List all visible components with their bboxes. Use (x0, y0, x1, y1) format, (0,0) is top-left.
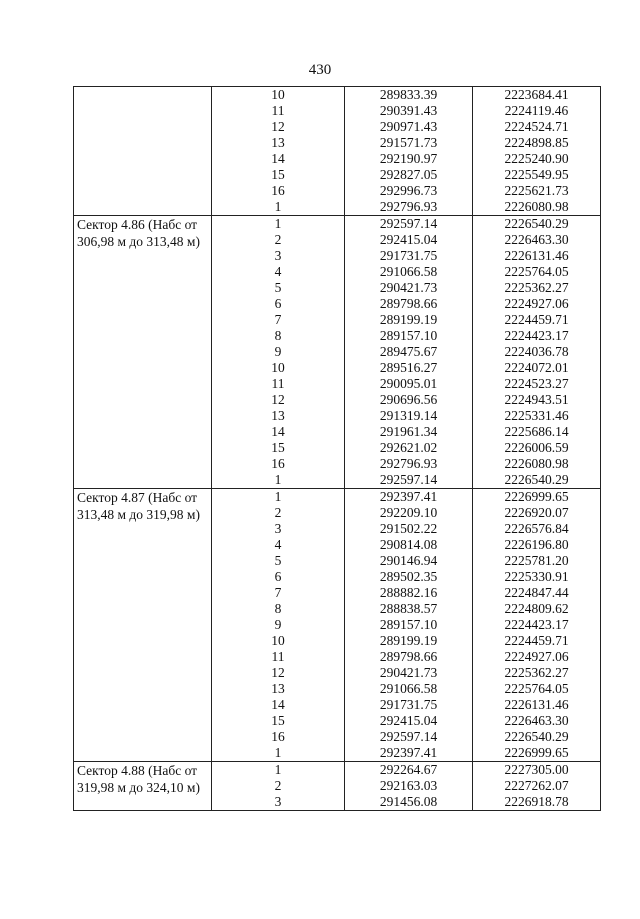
y-coordinate: 2225331.46 (473, 408, 601, 424)
y-coordinate: 2226999.65 (473, 489, 601, 506)
point-number: 9 (212, 617, 345, 633)
y-coordinate: 2225781.20 (473, 553, 601, 569)
x-coordinate: 290696.56 (345, 392, 473, 408)
point-number: 10 (212, 633, 345, 649)
x-coordinate: 290391.43 (345, 103, 473, 119)
point-number: 14 (212, 424, 345, 440)
y-coordinate: 2223684.41 (473, 87, 601, 104)
sector-block (74, 762, 601, 811)
point-number: 15 (212, 167, 345, 183)
y-coordinate: 2226540.29 (473, 472, 601, 489)
sector-label: Сектор 4.88 (Набс от 319,98 м до 324,10 м) (74, 762, 212, 811)
y-coordinate: 2226576.84 (473, 521, 601, 537)
y-coordinate: 2225240.90 (473, 151, 601, 167)
y-coordinate: 2226131.46 (473, 697, 601, 713)
point-number: 12 (212, 665, 345, 681)
point-number: 4 (212, 264, 345, 280)
x-coordinate: 291731.75 (345, 697, 473, 713)
point-number: 13 (212, 681, 345, 697)
y-coordinate: 2225764.05 (473, 264, 601, 280)
y-coordinate: 2226131.46 (473, 248, 601, 264)
x-coordinate: 289199.19 (345, 312, 473, 328)
point-number: 8 (212, 601, 345, 617)
point-number: 16 (212, 456, 345, 472)
y-coordinate: 2224459.71 (473, 312, 601, 328)
point-number: 6 (212, 296, 345, 312)
y-coordinate: 2226080.98 (473, 456, 601, 472)
y-coordinate: 2225621.73 (473, 183, 601, 199)
x-coordinate: 289157.10 (345, 328, 473, 344)
point-number: 4 (212, 537, 345, 553)
y-coordinate: 2226196.80 (473, 537, 601, 553)
point-number: 11 (212, 376, 345, 392)
x-coordinate: 292415.04 (345, 713, 473, 729)
x-coordinate: 289798.66 (345, 296, 473, 312)
y-coordinate: 2224927.06 (473, 296, 601, 312)
x-coordinate: 292264.67 (345, 762, 473, 779)
sector-label (74, 87, 212, 216)
point-number: 9 (212, 344, 345, 360)
y-coordinate: 2224459.71 (473, 633, 601, 649)
y-coordinate: 2224036.78 (473, 344, 601, 360)
x-coordinate: 290421.73 (345, 280, 473, 296)
y-coordinate: 2226540.29 (473, 216, 601, 233)
x-coordinate: 289157.10 (345, 617, 473, 633)
table-row (74, 762, 601, 779)
point-number: 11 (212, 649, 345, 665)
x-coordinate: 289199.19 (345, 633, 473, 649)
point-number: 2 (212, 232, 345, 248)
y-coordinate: 2226463.30 (473, 713, 601, 729)
x-coordinate: 289833.39 (345, 87, 473, 104)
x-coordinate: 288838.57 (345, 601, 473, 617)
y-coordinate: 2224847.44 (473, 585, 601, 601)
x-coordinate: 289502.35 (345, 569, 473, 585)
y-coordinate: 2225549.95 (473, 167, 601, 183)
table-row (74, 87, 601, 104)
point-number: 1 (212, 489, 345, 506)
x-coordinate: 292996.73 (345, 183, 473, 199)
y-coordinate: 2225764.05 (473, 681, 601, 697)
x-coordinate: 292827.05 (345, 167, 473, 183)
point-number: 3 (212, 248, 345, 264)
y-coordinate: 2226006.59 (473, 440, 601, 456)
table-row (74, 489, 601, 506)
point-number: 5 (212, 280, 345, 296)
point-number: 16 (212, 183, 345, 199)
sector-block (74, 489, 601, 762)
point-number: 7 (212, 312, 345, 328)
x-coordinate: 291456.08 (345, 794, 473, 811)
point-number: 13 (212, 408, 345, 424)
x-coordinate: 292397.41 (345, 745, 473, 762)
point-number: 8 (212, 328, 345, 344)
y-coordinate: 2227262.07 (473, 778, 601, 794)
x-coordinate: 291731.75 (345, 248, 473, 264)
point-number: 2 (212, 778, 345, 794)
x-coordinate: 292796.93 (345, 199, 473, 216)
x-coordinate: 290421.73 (345, 665, 473, 681)
point-number: 1 (212, 745, 345, 762)
table-row (74, 216, 601, 233)
x-coordinate: 289798.66 (345, 649, 473, 665)
point-number: 11 (212, 103, 345, 119)
y-coordinate: 2224524.71 (473, 119, 601, 135)
point-number: 3 (212, 794, 345, 811)
x-coordinate: 292597.14 (345, 729, 473, 745)
point-number: 10 (212, 87, 345, 104)
x-coordinate: 291319.14 (345, 408, 473, 424)
point-number: 2 (212, 505, 345, 521)
point-number: 1 (212, 216, 345, 233)
page-number: 430 (308, 62, 332, 78)
x-coordinate: 292415.04 (345, 232, 473, 248)
x-coordinate: 291571.73 (345, 135, 473, 151)
y-coordinate: 2224119.46 (473, 103, 601, 119)
sector-block (74, 87, 601, 216)
y-coordinate: 2224943.51 (473, 392, 601, 408)
y-coordinate: 2225686.14 (473, 424, 601, 440)
point-number: 13 (212, 135, 345, 151)
point-number: 5 (212, 553, 345, 569)
point-number: 14 (212, 151, 345, 167)
y-coordinate: 2224523.27 (473, 376, 601, 392)
y-coordinate: 2224423.17 (473, 617, 601, 633)
x-coordinate: 288882.16 (345, 585, 473, 601)
x-coordinate: 292190.97 (345, 151, 473, 167)
y-coordinate: 2224072.01 (473, 360, 601, 376)
point-number: 16 (212, 729, 345, 745)
x-coordinate: 292597.14 (345, 216, 473, 233)
point-number: 12 (212, 392, 345, 408)
x-coordinate: 292597.14 (345, 472, 473, 489)
x-coordinate: 292621.02 (345, 440, 473, 456)
x-coordinate: 291066.58 (345, 264, 473, 280)
y-coordinate: 2226463.30 (473, 232, 601, 248)
x-coordinate: 292397.41 (345, 489, 473, 506)
y-coordinate: 2224927.06 (473, 649, 601, 665)
y-coordinate: 2226920.07 (473, 505, 601, 521)
x-coordinate: 290146.94 (345, 553, 473, 569)
y-coordinate: 2226999.65 (473, 745, 601, 762)
point-number: 6 (212, 569, 345, 585)
y-coordinate: 2227305.00 (473, 762, 601, 779)
point-number: 1 (212, 199, 345, 216)
x-coordinate: 291961.34 (345, 424, 473, 440)
x-coordinate: 289475.67 (345, 344, 473, 360)
x-coordinate: 291502.22 (345, 521, 473, 537)
x-coordinate: 290814.08 (345, 537, 473, 553)
x-coordinate: 291066.58 (345, 681, 473, 697)
point-number: 7 (212, 585, 345, 601)
sector-label: Сектор 4.86 (Набс от 306,98 м до 313,48 м) (74, 216, 212, 489)
point-number: 12 (212, 119, 345, 135)
point-number: 10 (212, 360, 345, 376)
x-coordinate: 290971.43 (345, 119, 473, 135)
y-coordinate: 2226918.78 (473, 794, 601, 811)
y-coordinate: 2224423.17 (473, 328, 601, 344)
y-coordinate: 2225362.27 (473, 280, 601, 296)
y-coordinate: 2224809.62 (473, 601, 601, 617)
x-coordinate: 289516.27 (345, 360, 473, 376)
sector-block (74, 216, 601, 489)
point-number: 15 (212, 713, 345, 729)
sector-label: Сектор 4.87 (Набс от 313,48 м до 319,98 м) (74, 489, 212, 762)
x-coordinate: 292209.10 (345, 505, 473, 521)
point-number: 1 (212, 472, 345, 489)
point-number: 1 (212, 762, 345, 779)
point-number: 14 (212, 697, 345, 713)
coordinates-table (73, 86, 601, 811)
point-number: 15 (212, 440, 345, 456)
y-coordinate: 2225330.91 (473, 569, 601, 585)
y-coordinate: 2226540.29 (473, 729, 601, 745)
point-number: 3 (212, 521, 345, 537)
y-coordinate: 2224898.85 (473, 135, 601, 151)
x-coordinate: 290095.01 (345, 376, 473, 392)
y-coordinate: 2225362.27 (473, 665, 601, 681)
y-coordinate: 2226080.98 (473, 199, 601, 216)
x-coordinate: 292796.93 (345, 456, 473, 472)
x-coordinate: 292163.03 (345, 778, 473, 794)
